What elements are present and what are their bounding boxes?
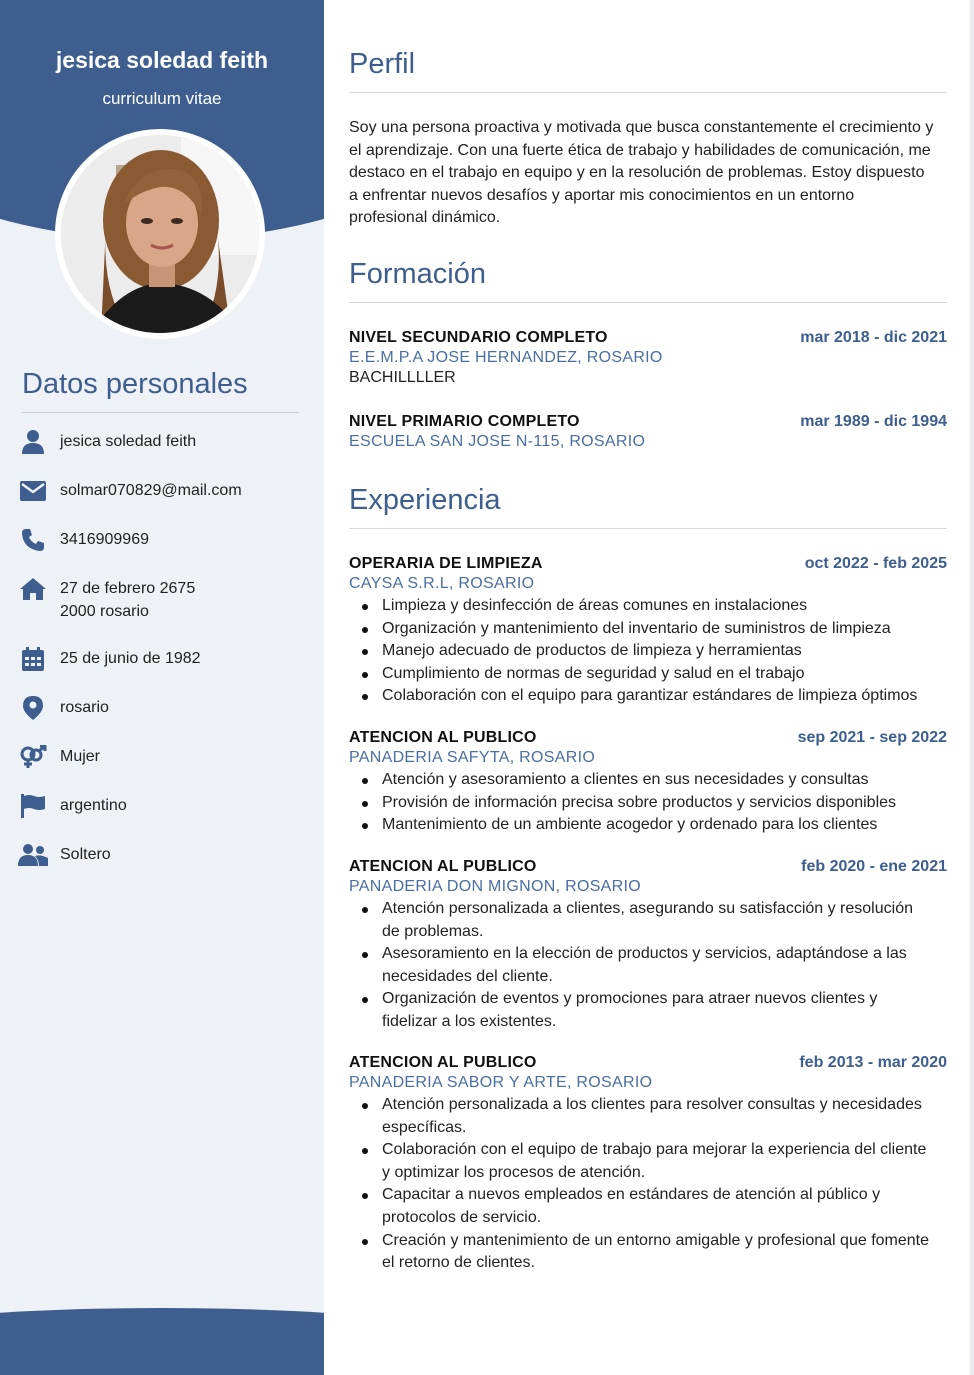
sidebar-footer-background <box>0 1308 324 1375</box>
task-item: Atención y asesoramiento a clientes en sus necesidades y consultas <box>349 769 947 792</box>
task-list <box>349 1094 947 1275</box>
entry-title: ATENCION AL PUBLICO <box>349 858 537 875</box>
personal-item-text: 3416909969 <box>60 531 149 548</box>
flag-icon <box>18 794 48 818</box>
personal-item-city <box>18 696 318 720</box>
entry-title: NIVEL PRIMARIO COMPLETO <box>349 413 580 430</box>
mail-icon <box>18 479 48 503</box>
entry-organization: PANADERIA SAFYTA, ROSARIO <box>349 749 596 766</box>
users-icon <box>18 843 48 867</box>
task-list <box>349 898 947 1034</box>
experience-entry <box>349 729 947 837</box>
task-item: Colaboración con el equipo para garantizar estándares de limpieza óptimos <box>349 685 947 708</box>
entry-organization: E.E.M.P.A JOSE HERNANDEZ, ROSARIO <box>349 349 663 366</box>
task-list <box>349 769 947 837</box>
entry-date: mar 1989 - dic 1994 <box>800 413 947 430</box>
section-divider <box>22 412 299 413</box>
task-item: Mantenimiento de un ambiente acogedor y ordenado para los clientes <box>349 814 947 837</box>
calendar-icon <box>18 647 48 671</box>
address-line-1: 27 de febrero 2675 <box>60 580 196 597</box>
profile-photo <box>55 129 265 339</box>
personal-item-text: Soltero <box>60 846 111 863</box>
task-item: Colaboración con el equipo de trabajo para mejorar la experiencia del cliente y optimizar los procesos de atención. <box>349 1139 947 1184</box>
entry-date: feb 2020 - ene 2021 <box>801 858 947 875</box>
home-icon <box>18 577 48 601</box>
personal-item-birthdate <box>18 647 318 671</box>
document-subtitle: curriculum vitae <box>102 89 222 108</box>
entry-date: sep 2021 - sep 2022 <box>797 729 947 746</box>
entry-title: NIVEL SECUNDARIO COMPLETO <box>349 329 608 346</box>
entry-organization: CAYSA S.R.L, ROSARIO <box>349 575 535 592</box>
perfil-line: el aprendizaje. Con una fuerte ética de trabajo y habilidades de comunicación, me <box>349 141 931 159</box>
personal-item-text: rosario <box>60 699 109 716</box>
experience-entry <box>349 858 947 1034</box>
candidate-name: jesica soledad feith <box>55 47 269 73</box>
task-item: Organización de eventos y promociones para atraer nuevos clientes y fidelizar a los existentes. <box>349 988 947 1033</box>
education-entry <box>349 413 947 451</box>
personal-item-phone <box>18 528 318 552</box>
entry-title: ATENCION AL PUBLICO <box>349 729 537 746</box>
task-list <box>349 595 947 708</box>
address-line-2: 2000 rosario <box>60 603 149 620</box>
task-item: Atención personalizada a los clientes para resolver consultas y necesidades específicas. <box>349 1094 947 1139</box>
section-divider <box>349 528 947 529</box>
task-item: Capacitar a nuevos empleados en estándares de atención al público y protocolos de servicio. <box>349 1184 947 1229</box>
experience-entry <box>349 1054 947 1275</box>
personal-item-text: Mujer <box>60 748 101 765</box>
entry-date: oct 2022 - feb 2025 <box>804 555 947 572</box>
education-entry <box>349 329 947 387</box>
user-icon <box>18 430 48 454</box>
entry-organization: PANADERIA SABOR Y ARTE, ROSARIO <box>349 1074 653 1091</box>
entry-note: BACHILLLLER <box>349 369 456 386</box>
perfil-line: profesional dinámico. <box>349 209 501 226</box>
personal-item-email <box>18 479 318 503</box>
perfil-line: Soy una persona proactiva y motivada que busca constantemente el crecimiento y <box>349 119 934 136</box>
perfil-title: Perfil <box>349 48 416 80</box>
personal-item-civil-status <box>18 843 318 867</box>
personal-item-text: 25 de junio de 1982 <box>60 650 201 667</box>
entry-title: OPERARIA DE LIMPIEZA <box>349 555 543 572</box>
personal-item-text <box>60 577 195 623</box>
task-item: Asesoramiento en la elección de productos y servicios, adaptándose a las necesidades del cliente. <box>349 943 947 988</box>
task-item: Manejo adecuado de productos de limpieza y herramientas <box>349 640 947 663</box>
entry-organization: PANADERIA DON MIGNON, ROSARIO <box>349 878 641 895</box>
experiencia-title: Experiencia <box>349 484 501 516</box>
task-item: Creación y mantenimiento de un entorno amigable y profesional que fomente el retorno de clientes. <box>349 1230 947 1275</box>
personal-item-address <box>18 577 318 623</box>
sidebar <box>0 0 324 1375</box>
location-pin-icon <box>18 696 48 720</box>
personal-item-gender <box>18 745 318 769</box>
entry-organization: ESCUELA SAN JOSE N-115, ROSARIO <box>349 433 646 450</box>
section-divider <box>349 92 947 93</box>
personal-item-text: jesica soledad feith <box>60 433 197 450</box>
entry-date: feb 2013 - mar 2020 <box>799 1054 947 1071</box>
gender-icon <box>18 745 48 769</box>
task-item: Organización y mantenimiento del inventario de suministros de limpieza <box>349 618 947 641</box>
personal-item-name <box>18 430 318 454</box>
perfil-line: a enfrentar nuevos desafíos y aportar mis conocimientos en un entorno <box>349 186 855 204</box>
task-item: Provisión de información precisa sobre productos y servicios disponibles <box>349 792 947 815</box>
task-item: Cumplimiento de normas de seguridad y salud en el trabajo <box>349 663 947 686</box>
formacion-title: Formación <box>349 258 486 290</box>
entry-title: ATENCION AL PUBLICO <box>349 1054 537 1071</box>
perfil-text <box>349 117 949 230</box>
personal-item-text: argentino <box>60 797 127 814</box>
personal-item-nationality <box>18 794 318 818</box>
task-item: Atención personalizada a clientes, asegurando su satisfacción y resolución de problemas. <box>349 898 947 943</box>
experience-entry <box>349 555 947 708</box>
phone-icon <box>18 528 48 552</box>
section-divider <box>349 302 947 303</box>
personal-data-title: Datos personales <box>22 368 248 400</box>
page-edge <box>970 0 974 1375</box>
perfil-line: destaco en el trabajo en equipo y en la resolución de problemas. Estoy dispuesto <box>349 164 925 181</box>
task-item: Limpieza y desinfección de áreas comunes en instalaciones <box>349 595 947 618</box>
entry-date: mar 2018 - dic 2021 <box>800 329 947 346</box>
personal-item-text: solmar070829@mail.com <box>60 482 242 499</box>
